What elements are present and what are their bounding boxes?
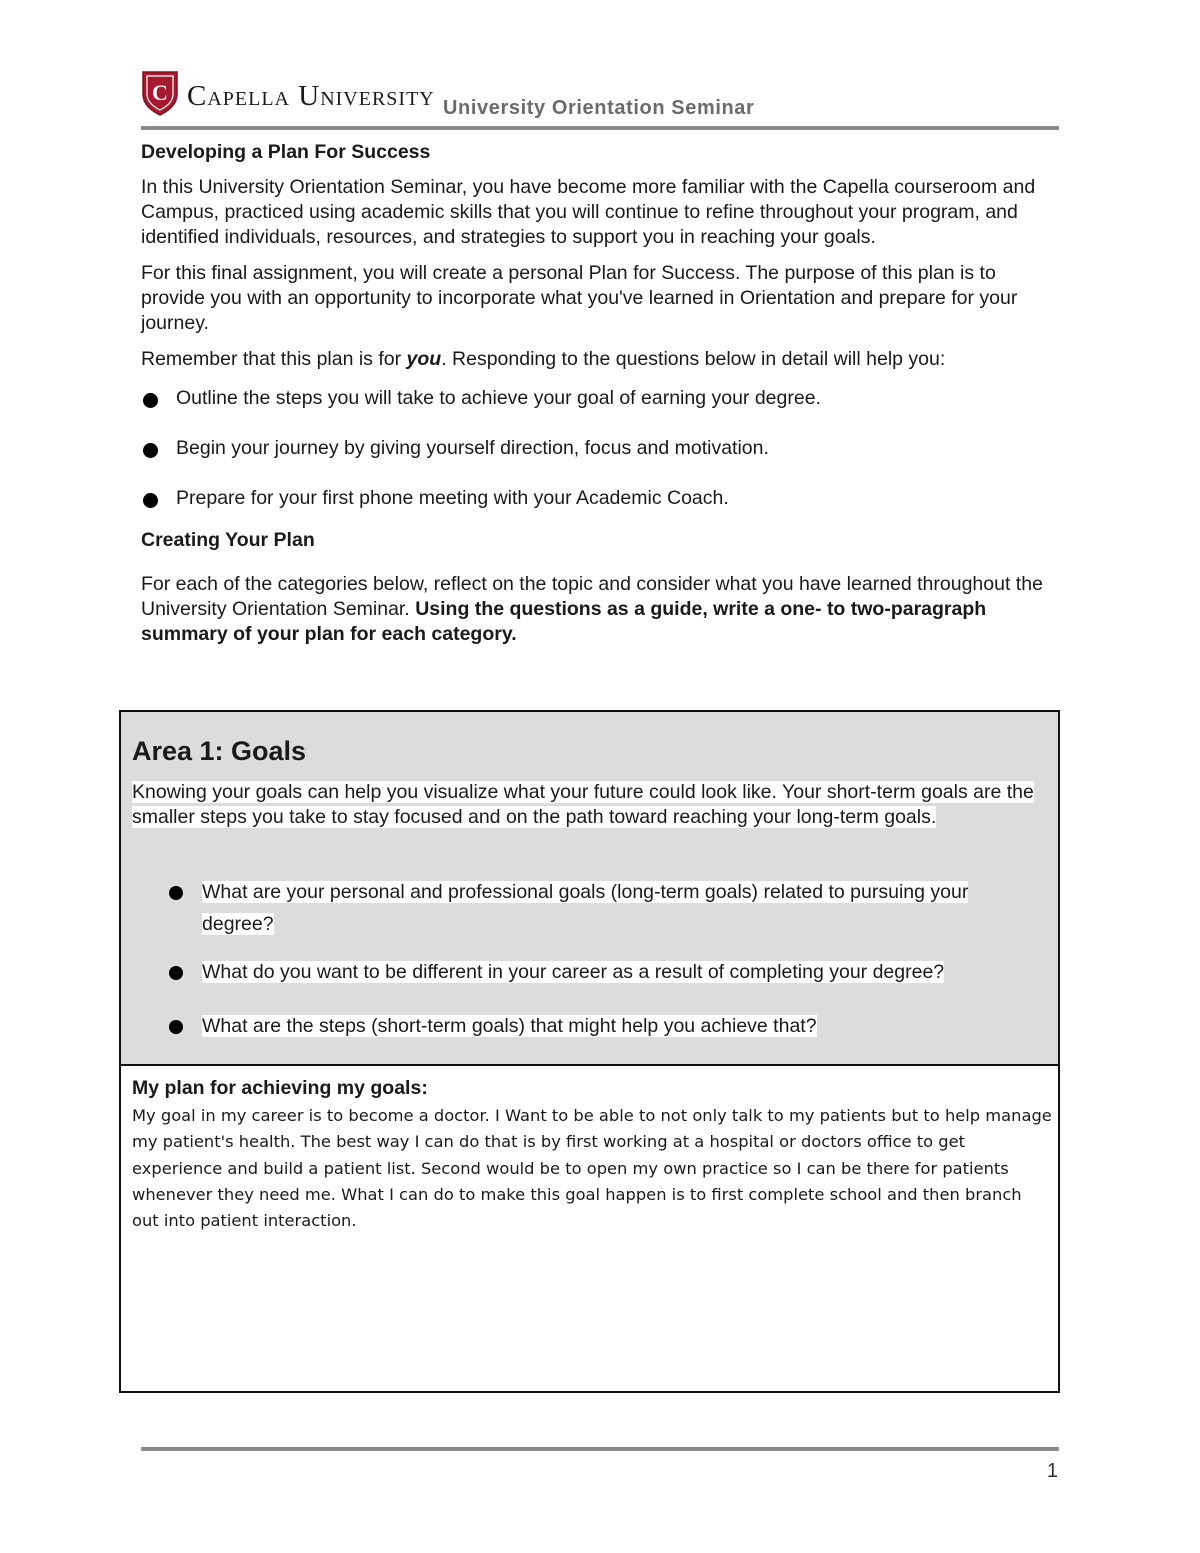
bullet-text: Prepare for your first phone meeting with your Academic Coach.: [176, 487, 729, 509]
creating-bold-text: Using the questions as a guide, write a one- to two-paragraph summary of your plan for each category.: [141, 598, 987, 645]
list-item: [169, 1010, 1019, 1042]
para3-emphasis: you: [406, 348, 442, 370]
list-item: [141, 386, 1059, 411]
bullet-text: Begin your journey by giving yourself direction, focus and motivation.: [176, 437, 769, 459]
intro-paragraph-2: For this final assignment, you will create a personal Plan for Success. The purpose of this plan is to provide you with an opportunity to incorporate what you've learned in Orientation and prepare for your journey.: [141, 262, 1018, 334]
bullet-icon: [169, 1020, 183, 1034]
list-item: [169, 876, 1019, 940]
question-text: What do you want to be different in your career as a result of completing your degree?: [202, 961, 945, 983]
area-1-question-list: [169, 876, 1019, 1042]
bullet-icon: [169, 886, 183, 900]
header-divider: [141, 126, 1059, 130]
area-1-title: Area 1: Goals: [132, 736, 307, 766]
list-item: [169, 956, 1019, 988]
bullet-icon: [143, 493, 158, 508]
bullet-icon: [169, 966, 183, 980]
intro-paragraph-1: In this University Orientation Seminar, you have become more familiar with the Capella courseroom and Campus, practiced using academic skills that you will continue to refine throughout your program, and identified individuals, resources, and strategies to support you in reaching your goals.: [141, 176, 1036, 248]
para3-lead: Remember that this plan is for: [141, 348, 407, 370]
list-item: [141, 436, 1059, 461]
section-heading-developing: Developing a Plan For Success: [141, 141, 431, 163]
intro-section: [141, 140, 1059, 658]
university-shield-logo: [141, 70, 179, 116]
intro-paragraph-3: [141, 347, 1059, 372]
plan-label: My plan for achieving my goals:: [132, 1077, 428, 1099]
list-item: [141, 486, 1059, 511]
bullet-text: Outline the steps you will take to achieve your goal of earning your degree.: [176, 387, 821, 409]
intro-bullet-list: [141, 386, 1059, 511]
question-text: What are the steps (short-term goals) that might help you achieve that?: [202, 1015, 817, 1037]
section-heading-creating: Creating Your Plan: [141, 529, 315, 551]
seminar-title: University Orientation Seminar: [443, 97, 755, 119]
area-1-response-cell[interactable]: [132, 1077, 1052, 1234]
footer-divider: [141, 1447, 1059, 1451]
plan-response-text[interactable]: My goal in my career is to become a doctor. I Want to be able to not only talk to my patients but to help manage my patient's health. The best way I can do that is by first working at a hospital or doctors office to get experience and build a patient list. Second would be to open my own practice so I can be there for patients whenever they need me. What I can do to make this goal happen is to first complete school and then branch out into patient interaction.: [132, 1106, 1052, 1231]
creating-paragraph: [141, 572, 1059, 647]
area-1-table: [119, 710, 1060, 1393]
para3-tail: . Responding to the questions below in detail will help you:: [441, 348, 946, 370]
area-1-prompt-cell: [121, 712, 1058, 1066]
bullet-icon: [143, 393, 158, 408]
page-number: 1: [1046, 1460, 1058, 1482]
bullet-icon: [143, 443, 158, 458]
page-header: [141, 70, 1059, 120]
shield-letter: C: [152, 80, 168, 105]
question-text: What are your personal and professional goals (long-term goals) related to pursuing your degree?: [202, 881, 969, 935]
creating-plain-text: For each of the categories below, reflect on the topic and consider what you have learned throughout the University Orientation Seminar.: [141, 573, 1043, 620]
university-wordmark: Capella University: [187, 80, 435, 112]
area-1-intro: [132, 780, 1052, 830]
area-1-intro-text: Knowing your goals can help you visualize what your future could look like. Your short-term goals are the smaller steps you take to stay focused and on the path toward reaching your long-term goals.: [132, 781, 1034, 828]
